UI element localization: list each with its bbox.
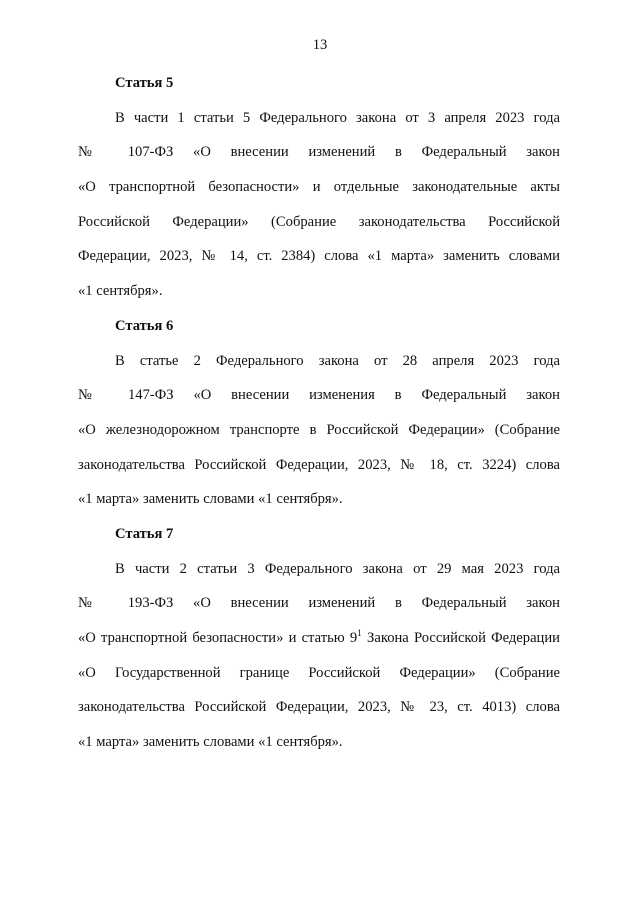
paragraph-line: № 147-ФЗ «О внесении изменения в Федеральный закон: [78, 387, 560, 404]
paragraph-line: В части 2 статьи 3 Федерального закона от 29 мая 2023 года: [115, 560, 560, 577]
paragraph-line: В статье 2 Федерального закона от 28 апреля 2023 года: [115, 352, 560, 369]
paragraph-line: «О Государственной границе Российской Федерации» (Собрание: [78, 664, 560, 681]
document-body: [78, 66, 560, 760]
paragraph-line: № 193-ФЗ «О внесении изменений в Федеральный закон: [78, 595, 560, 612]
paragraph-line: законодательства Российской Федерации, 2023, № 18, ст. 3224) слова: [78, 456, 560, 473]
article-heading: Статья 5: [115, 75, 174, 91]
paragraph-line: [78, 621, 560, 656]
article-heading: Статья 6: [115, 317, 174, 334]
page-number: 13: [312, 37, 328, 53]
paragraph-line: № 107-ФЗ «О внесении изменений в Федеральный закон: [78, 144, 560, 161]
article-heading: Статья 7: [115, 525, 174, 542]
paragraph-line: «1 марта» заменить словами «1 сентября».: [78, 734, 343, 751]
article-paragraph: [78, 101, 560, 309]
paragraph-line: «О железнодорожном транспорте в Российской Федерации» (Собрание: [78, 421, 560, 438]
line-text: Закона Российской Федерации: [361, 630, 560, 646]
paragraph-line: «1 марта» заменить словами «1 сентября».: [78, 491, 343, 508]
superscript: 1: [357, 629, 362, 640]
paragraph-line: Российской Федерации» (Собрание законодательства Российской: [78, 213, 560, 230]
paragraph-line: В части 1 статьи 5 Федерального закона от 3 апреля 2023 года: [115, 109, 560, 126]
paragraph-line: законодательства Российской Федерации, 2023, № 23, ст. 4013) слова: [78, 699, 560, 716]
paragraph-line: «1 сентября».: [78, 283, 163, 300]
paragraph-line: Федерации, 2023, № 14, ст. 2384) слова «1 марта» заменить словами: [78, 248, 560, 265]
article-paragraph: [78, 344, 560, 517]
article-paragraph: [78, 552, 560, 760]
paragraph-line: «О транспортной безопасности» и отдельные законодательные акты: [78, 179, 560, 196]
line-text: «О транспортной безопасности» и статью 9: [78, 630, 358, 646]
